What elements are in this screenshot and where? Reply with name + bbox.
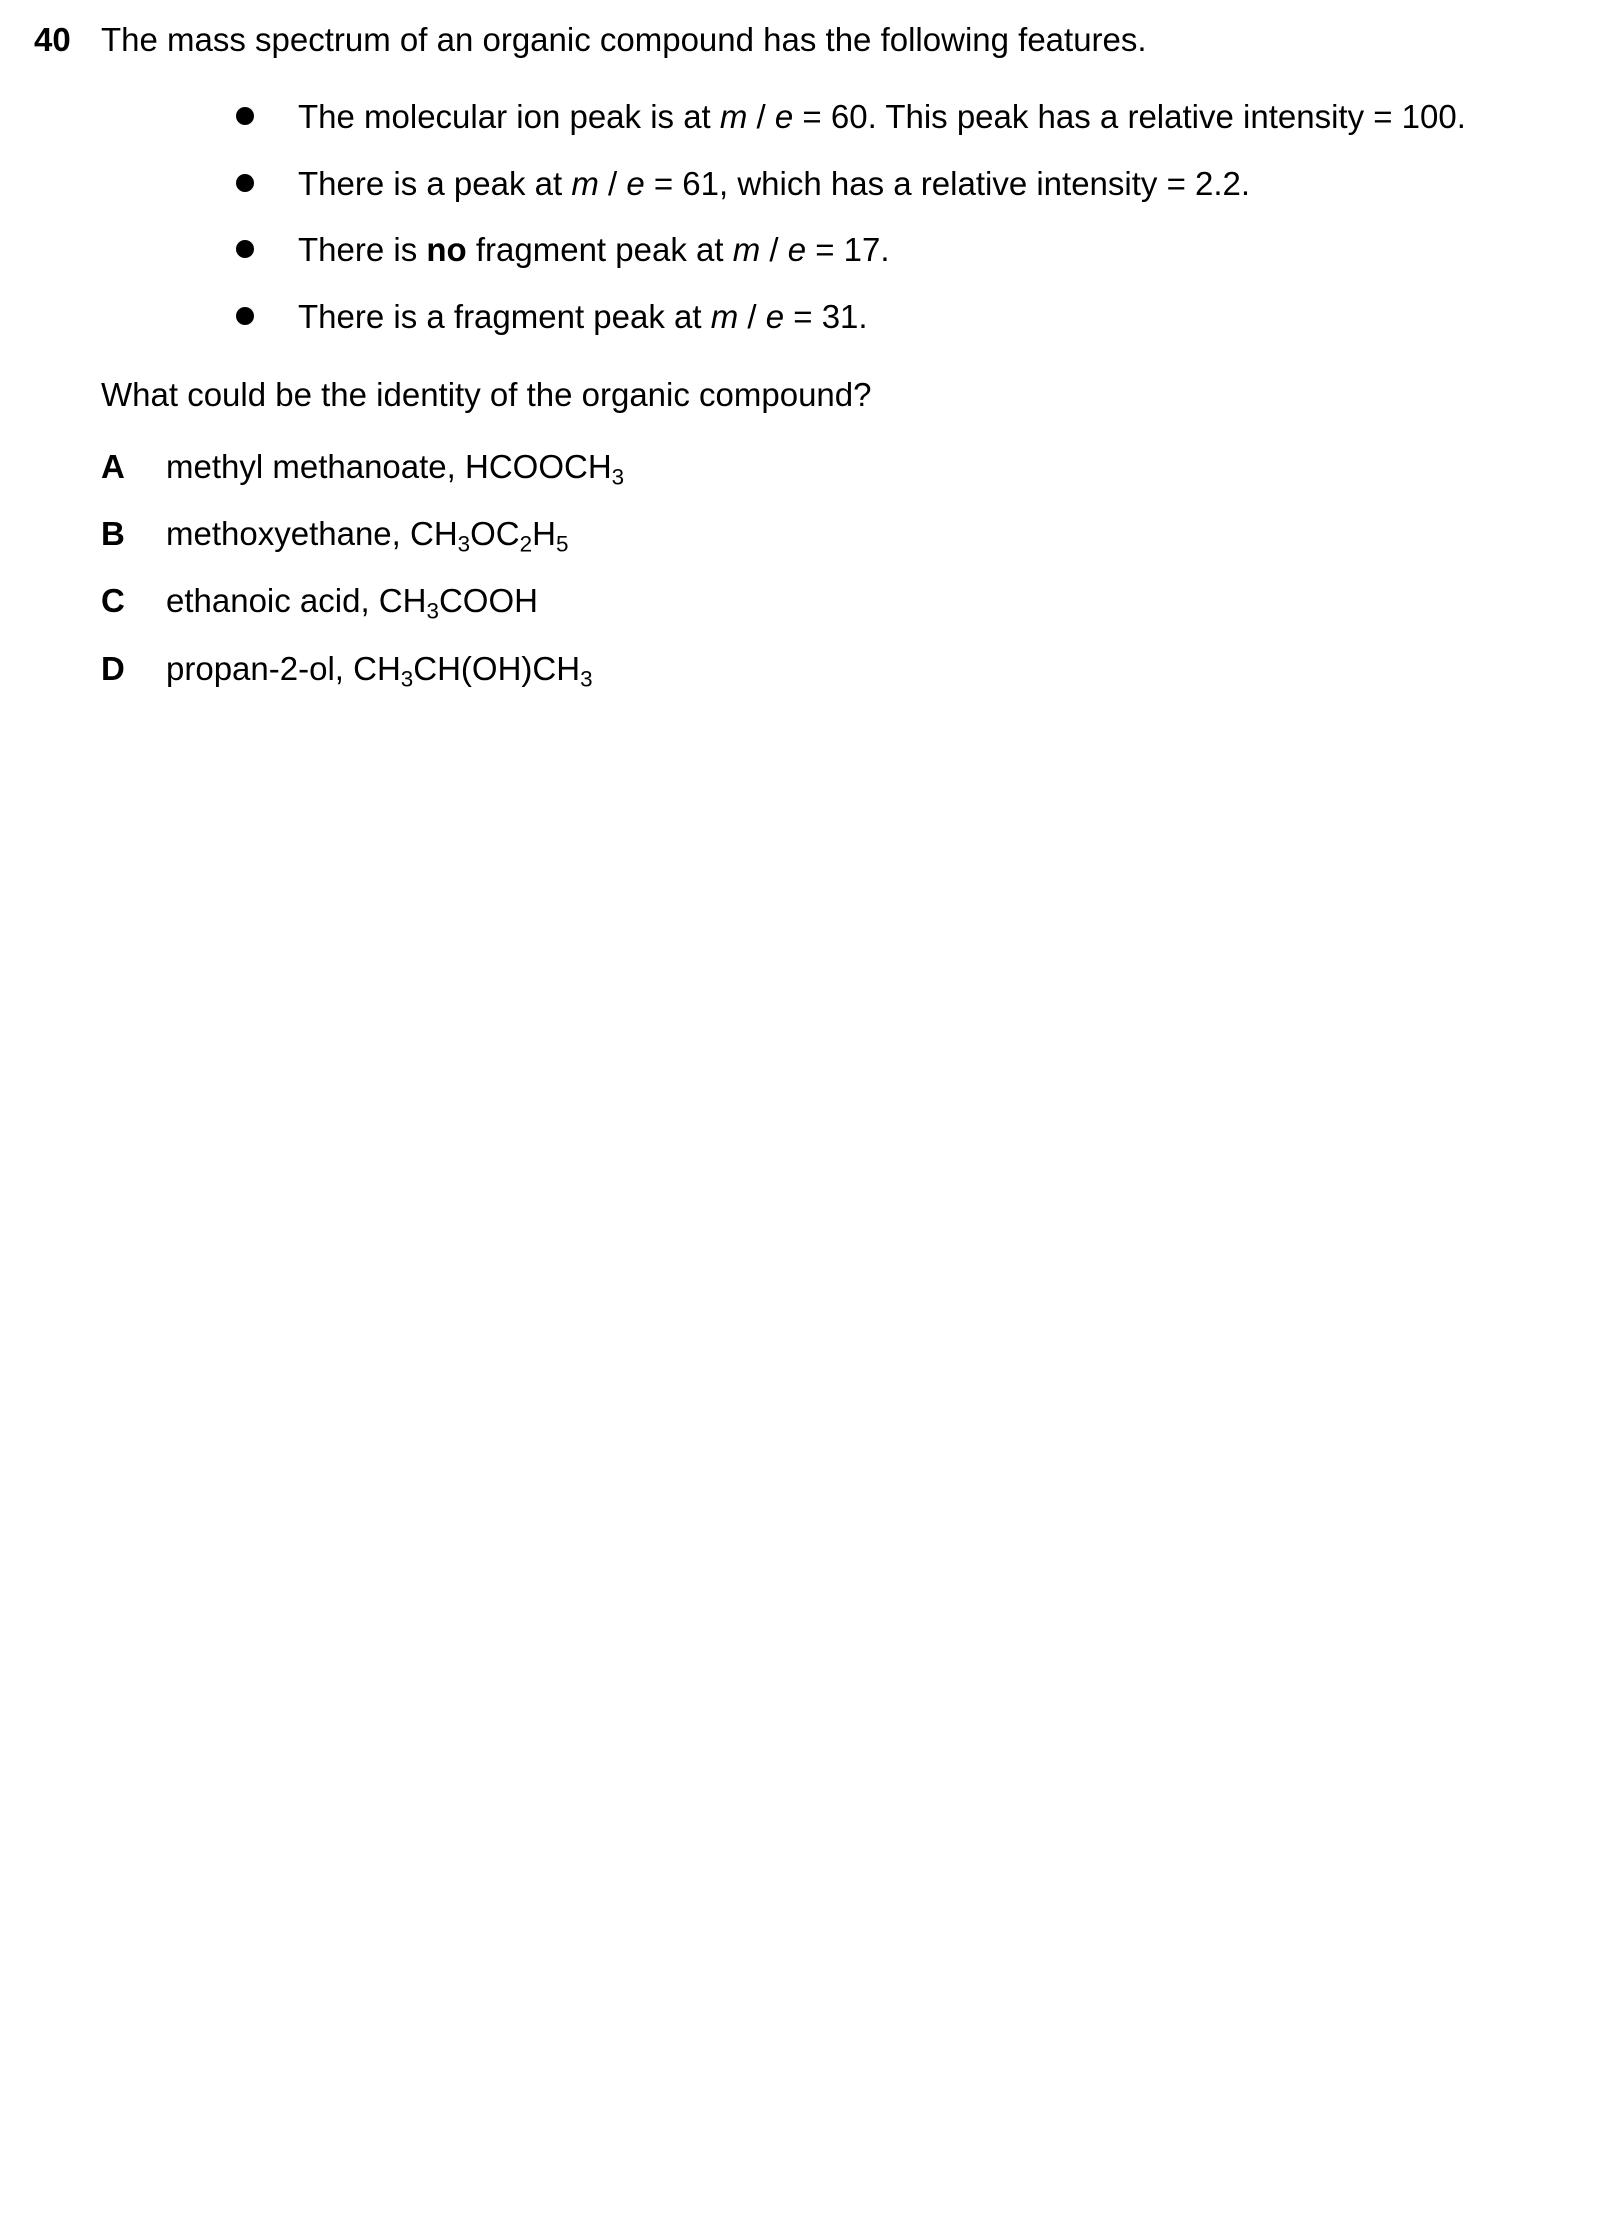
option-letter: A	[101, 448, 125, 485]
question-number: 40	[34, 21, 71, 58]
feature-text: There is a fragment peak at m / e = 31.	[298, 298, 868, 335]
bullet-icon	[236, 240, 254, 258]
feature-text: The molecular ion peak is at m / e = 60. This peak has a relative intensity = 100.	[298, 98, 1466, 135]
option-letter: D	[101, 650, 125, 687]
bullet-icon	[236, 307, 254, 325]
feature-text: There is no fragment peak at m / e = 17.	[298, 231, 890, 268]
option-text: methyl methanoate, $HCOOCH_3$	[166, 448, 625, 490]
bullet-icon	[236, 107, 254, 125]
option-letter: C	[101, 582, 125, 619]
bullet-icon	[236, 174, 254, 192]
question-prompt: What could be the identity of the organic compound?	[101, 376, 872, 413]
option-text: methoxyethane, $CH_3OC_2H_5$	[166, 515, 569, 557]
feature-text: There is a peak at m / e = 61, which has a relative intensity = 2.2.	[298, 165, 1251, 202]
question-stem: The mass spectrum of an organic compound has the following features.	[101, 21, 1147, 58]
option-text: ethanoic acid, $CH_3COOH$	[166, 582, 538, 624]
option-letter: B	[101, 515, 125, 552]
option-text: propan-2-ol, $CH_3CH(OH)CH_3$	[166, 650, 593, 692]
